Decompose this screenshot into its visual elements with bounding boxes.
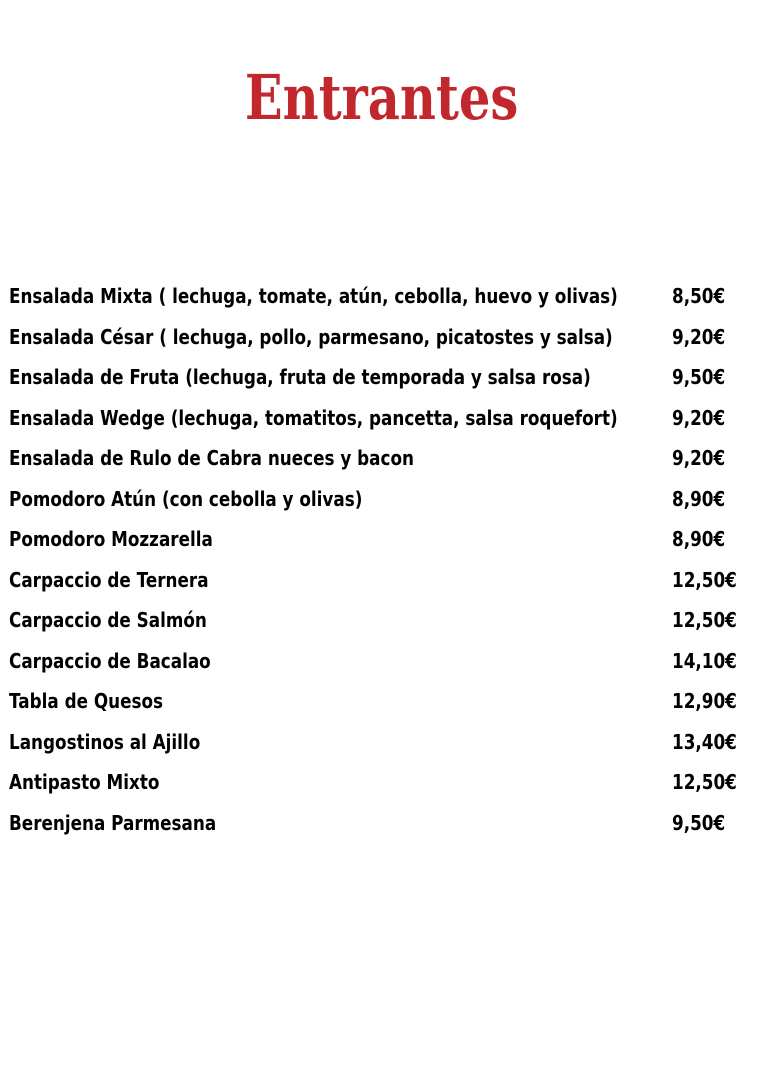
menu-item [0, 762, 763, 803]
menu-item [0, 479, 763, 520]
menu-item [0, 641, 763, 682]
menu-item [0, 398, 763, 439]
menu-item-name: Langostinos al Ajillo [9, 729, 201, 754]
menu-item-price: 12,50€ [672, 608, 737, 632]
menu-item-price: 8,90€ [672, 527, 726, 551]
menu-item-price: 12,50€ [672, 567, 737, 592]
menu-item-name: Ensalada Mixta ( lechuga, tomate, atún, cebolla, huevo y olivas) [9, 284, 618, 308]
menu-item-price: 9,20€ [672, 324, 726, 349]
menu-item-price: 8,50€ [672, 284, 726, 308]
menu-item [0, 357, 763, 398]
section-title: Entrantes [244, 61, 519, 134]
menu-item-price: 9,20€ [672, 405, 726, 430]
menu-item-name: Pomodoro Atún (con cebolla y olivas) [9, 486, 363, 511]
menu-item [0, 519, 763, 560]
menu-item [0, 276, 763, 317]
menu-item-name: Pomodoro Mozzarella [9, 527, 213, 551]
menu-item-price: 9,20€ [672, 446, 726, 470]
menu-item [0, 600, 763, 641]
menu-item [0, 317, 763, 358]
menu-item-price: 14,10€ [672, 648, 737, 673]
menu-item-name: Carpaccio de Ternera [9, 567, 209, 592]
menu-item [0, 681, 763, 722]
menu-item [0, 722, 763, 763]
menu-item-name: Ensalada César ( lechuga, pollo, parmesano, picatostes y salsa) [9, 324, 613, 349]
menu-item-price: 13,40€ [672, 729, 737, 754]
menu-item-name: Antipasto Mixto [9, 770, 160, 794]
menu-item-name: Ensalada Wedge (lechuga, tomatitos, pancetta, salsa roquefort) [9, 405, 618, 430]
menu-item-name: Tabla de Quesos [9, 689, 164, 713]
menu-item-name: Ensalada de Fruta (lechuga, fruta de temporada y salsa rosa) [9, 365, 591, 389]
menu-item [0, 560, 763, 601]
menu-item-name: Ensalada de Rulo de Cabra nueces y bacon [9, 446, 414, 470]
menu-item-name: Berenjena Parmesana [9, 810, 217, 835]
menu-item [0, 438, 763, 479]
menu-item-name: Carpaccio de Bacalao [9, 648, 211, 673]
menu-item-name: Carpaccio de Salmón [9, 608, 207, 632]
menu-item [0, 803, 763, 844]
menu-item-price: 12,50€ [672, 770, 737, 794]
menu-item-price: 9,50€ [672, 810, 726, 835]
menu-item-price: 12,90€ [672, 689, 737, 713]
menu-item-price: 8,90€ [672, 486, 726, 511]
menu-list [0, 276, 763, 843]
menu-item-price: 9,50€ [672, 365, 726, 389]
